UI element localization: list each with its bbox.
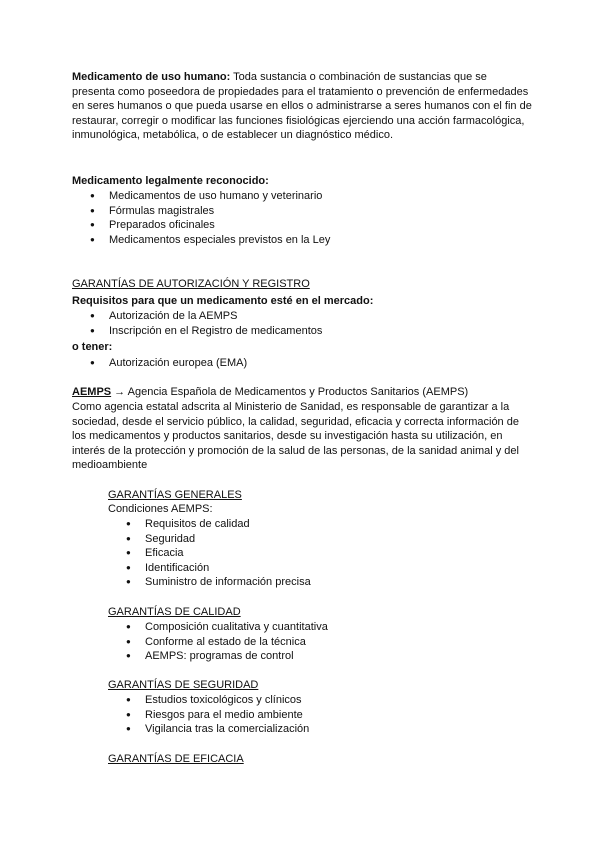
list-item: ● Identificación	[108, 561, 311, 576]
list-item: ● Suministro de información precisa	[108, 575, 311, 590]
legal-label: Medicamento legalmente reconocido:	[72, 175, 269, 187]
list-item: ● Preparados oficinales	[72, 218, 330, 233]
list-item: ● Medicamentos de uso humano y veterinario	[72, 189, 330, 204]
list-item: ● Vigilancia tras la comercialización	[108, 722, 309, 737]
aemps-arrow-text: → Agencia Española de Medicamentos y Productos Sanitarios (AEMPS)	[111, 386, 469, 398]
o-tener-label: o tener:	[72, 341, 113, 353]
aemps-heading	[72, 385, 532, 400]
requisitos-label: Requisitos para que un medicamento esté en el mercado:	[72, 295, 374, 307]
aemps-description: Como agencia estatal adscrita al Ministerio de Sanidad, es responsable de garantizar a la sociedad, desde el servicio público, la calidad, seguridad, eficacia y correcta información de los medicamentos y productos sanitarios, desde su investigación hasta su utilización, en interés de la protección y promoción de la salud de las personas, de la sanidad animal y del medioambiente	[72, 401, 519, 472]
intro-text: Toda sustancia o combinación de sustancias que se presenta como poseedora de propiedades para el tratamiento o prevención de enfermedades en seres humanos o que pueda usarse en ellos o administrarse a seres humanos con el fin de restaurar, corregir o modificar las funciones fisiológicas ejerciendo una acción farmacológica, inmunológica, metabólica, o de establecer un diagnóstico médico.	[72, 71, 532, 142]
list-item: ● Riesgos para el medio ambiente	[108, 708, 309, 723]
list-item: ● Fórmulas magistrales	[72, 204, 330, 219]
list-item: ● Autorización de la AEMPS	[72, 309, 322, 324]
list-item: ● Eficacia	[108, 546, 311, 561]
seguridad-list	[108, 693, 309, 737]
list-item: ● Seguridad	[108, 532, 311, 547]
calidad-list	[108, 620, 328, 664]
seguridad-title: GARANTÍAS DE SEGURIDAD	[108, 679, 259, 691]
intro-label: Medicamento de uso humano:	[72, 71, 231, 83]
list-item: ● Conforme al estado de la técnica	[108, 635, 328, 650]
calidad-title: GARANTÍAS DE CALIDAD	[108, 606, 241, 618]
condiciones-label: Condiciones AEMPS:	[108, 503, 213, 515]
legal-list	[72, 189, 330, 247]
generales-title: GARANTÍAS GENERALES	[108, 489, 242, 501]
list-item: ● Inscripción en el Registro de medicamentos	[72, 324, 322, 339]
list-item: ● Medicamentos especiales previstos en la Ley	[72, 233, 330, 248]
list-item: ● Composición cualitativa y cuantitativa	[108, 620, 328, 635]
list-item: ● Estudios toxicológicos y clínicos	[108, 693, 309, 708]
list-item: ● Requisitos de calidad	[108, 517, 311, 532]
aemps-label: AEMPS	[72, 386, 112, 398]
intro-paragraph	[72, 70, 532, 143]
alternativa-list	[72, 356, 247, 371]
eficacia-title: GARANTÍAS DE EFICACIA	[108, 753, 244, 765]
list-item: ● AEMPS: programas de control	[108, 649, 328, 664]
generales-list	[108, 517, 311, 590]
list-item: ● Autorización europea (EMA)	[72, 356, 247, 371]
garantias-title: GARANTÍAS DE AUTORIZACIÓN Y REGISTRO	[72, 278, 310, 290]
requisitos-list	[72, 309, 322, 338]
